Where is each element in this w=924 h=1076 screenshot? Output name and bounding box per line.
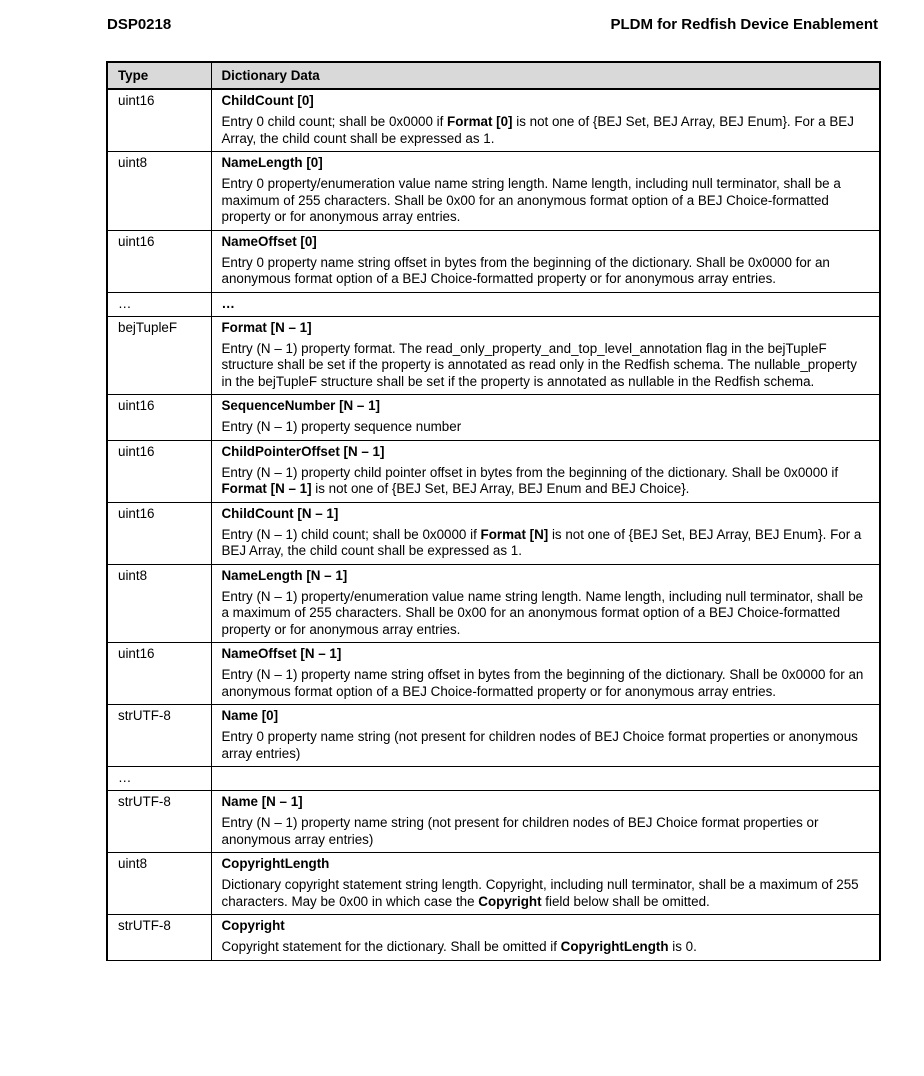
field-name: Format [N – 1] — [221, 319, 312, 335]
description-text: Entry 0 child count; shall be 0x0000 if — [221, 114, 448, 129]
description-text: Entry (N – 1) property child pointer offset in bytes from the beginning of the dictionary. Shall be 0x0000 if — [221, 464, 839, 480]
dictionary-data-cell — [211, 230, 880, 292]
type-cell: bejTupleF — [107, 316, 211, 395]
description-text: Entry (N – 1) property format. The read_only_property_and_top_level_annotation flag in the bejTupleF structure shall be set if the property is annotated as read only in the Redfish schema. The nullable_property in the bejTupleF structure shall be set if the property is annotated as nullable in the Redfish schema. — [221, 340, 857, 389]
field-name: ChildCount [0] — [221, 93, 314, 108]
dictionary-data-cell — [211, 915, 880, 961]
dictionary-data-cell — [211, 395, 880, 441]
type-cell: uint8 — [107, 564, 211, 643]
field-description — [222, 341, 871, 391]
field-description — [222, 667, 871, 700]
field-description — [222, 877, 871, 910]
type-cell: strUTF-8 — [107, 705, 211, 767]
document-title: PLDM for Redfish Device Enablement — [610, 16, 878, 33]
table-row — [107, 89, 880, 152]
type-cell: strUTF-8 — [107, 791, 211, 853]
field-description — [222, 589, 871, 639]
type-cell: … — [107, 767, 211, 791]
type-cell: strUTF-8 — [107, 915, 211, 961]
field-reference: CopyrightLength — [560, 939, 669, 954]
description-text: is 0. — [668, 939, 697, 954]
table-row — [107, 230, 880, 292]
table-row — [107, 915, 880, 961]
type-cell: uint16 — [107, 502, 211, 564]
table-row — [107, 152, 880, 231]
table-row — [107, 791, 880, 853]
description-text: Entry (N – 1) property name string offset in bytes from the beginning of the dictionary. Shall be 0x0000 for an anonymous format option of a BEJ Choice-formatted property or for anonymous array entries. — [221, 667, 864, 699]
column-header-type: Type — [107, 62, 211, 89]
dictionary-data-cell — [211, 316, 880, 395]
type-cell: uint16 — [107, 89, 211, 152]
field-reference: Copyright — [478, 893, 542, 909]
description-text: is not one of {BEJ Set, BEJ Array, BEJ Enum}. For a BEJ Array, the child count shall be expressed as 1. — [221, 114, 854, 146]
field-description — [222, 527, 871, 560]
field-reference: Format [N – 1] — [221, 481, 312, 496]
field-name: NameOffset [0] — [221, 233, 317, 249]
field-reference: Format [0] — [447, 114, 513, 129]
field-name: Name [N – 1] — [221, 794, 303, 809]
description-text: Copyright statement for the dictionary. Shall be omitted if — [221, 939, 561, 954]
field-name: Name [0] — [221, 708, 279, 723]
table-row — [107, 643, 880, 705]
table-row — [107, 502, 880, 564]
type-cell: uint16 — [107, 230, 211, 292]
table-header-row — [107, 62, 880, 89]
table-body — [107, 89, 880, 960]
document-id: DSP0218 — [107, 16, 172, 33]
dictionary-data-cell — [211, 502, 880, 564]
description-text: Dictionary copyright statement string length. Copyright, including null terminator, shall be a maximum of 255 characters. May be 0x00 in which case the — [221, 877, 859, 909]
type-cell: uint16 — [107, 643, 211, 705]
type-cell: uint8 — [107, 152, 211, 231]
field-description — [222, 465, 871, 498]
field-name: Copyright — [221, 918, 285, 933]
field-name: NameOffset [N – 1] — [221, 646, 342, 661]
table-row-ellipsis — [107, 767, 880, 791]
dictionary-format-table — [106, 61, 881, 961]
description-text: Entry 0 property name string (not present for children nodes of BEJ Choice format properties or anonymous array entries) — [221, 729, 858, 761]
description-text: Entry 0 property name string offset in bytes from the beginning of the dictionary. Shall be 0x0000 for an anonymous format option of a BEJ Choice-formatted property or for anonymous array entries. — [221, 254, 830, 286]
dictionary-data-cell — [211, 643, 880, 705]
description-text: is not one of {BEJ Set, BEJ Array, BEJ Enum and BEJ Choice}. — [311, 481, 690, 496]
dictionary-data-cell — [211, 705, 880, 767]
type-cell: uint16 — [107, 440, 211, 502]
field-name: ChildPointerOffset [N – 1] — [221, 443, 385, 459]
field-name: CopyrightLength — [221, 856, 330, 871]
field-name: ChildCount [N – 1] — [221, 505, 339, 521]
field-description — [222, 815, 871, 848]
table-row — [107, 440, 880, 502]
dictionary-data-cell — [211, 767, 880, 791]
field-description — [222, 419, 871, 436]
type-cell: … — [107, 292, 211, 316]
ellipsis-text: … — [221, 295, 235, 311]
dictionary-data-cell — [211, 853, 880, 915]
dictionary-data-cell — [211, 152, 880, 231]
field-name: SequenceNumber [N – 1] — [221, 398, 380, 413]
field-description — [222, 729, 871, 762]
field-description — [222, 114, 871, 147]
description-text: Entry (N – 1) property name string (not present for children nodes of BEJ Choice format properties or anonymous array entries) — [221, 815, 819, 847]
description-text: Entry (N – 1) child count; shall be 0x0000 if — [221, 526, 481, 542]
description-text: Entry 0 property/enumeration value name string length. Name length, including null terminator, shall be a maximum of 255 characters. Shall be 0x00 for an anonymous format option of a BEJ Choice-formatted property or for anonymous array entries. — [221, 176, 841, 224]
field-name: NameLength [N – 1] — [221, 567, 348, 583]
field-reference: Format [N] — [480, 526, 549, 542]
field-name: NameLength [0] — [221, 155, 323, 170]
field-description — [222, 176, 871, 226]
table-row — [107, 395, 880, 441]
field-description — [222, 939, 871, 956]
description-text: field below shall be omitted. — [541, 893, 710, 909]
table-row — [107, 853, 880, 915]
dictionary-data-cell — [211, 292, 880, 316]
type-cell: uint8 — [107, 853, 211, 915]
dictionary-data-cell — [211, 440, 880, 502]
table-row-ellipsis — [107, 292, 880, 316]
dictionary-data-cell — [211, 564, 880, 643]
description-text: is not one of {BEJ Set, BEJ Array, BEJ Enum}. For a BEJ Array, the child count shall be expressed as 1. — [221, 526, 862, 558]
table-row — [107, 705, 880, 767]
dictionary-data-cell — [211, 791, 880, 853]
field-description — [222, 255, 871, 288]
description-text: Entry (N – 1) property sequence number — [221, 419, 462, 434]
column-header-dictionary-data: Dictionary Data — [211, 62, 880, 89]
dictionary-data-cell — [211, 89, 880, 152]
table-row — [107, 316, 880, 395]
table-row — [107, 564, 880, 643]
description-text: Entry (N – 1) property/enumeration value name string length. Name length, including null terminator, shall be a maximum of 255 characters. Shall be 0x00 for an anonymous format option of a BEJ Choice-formatted property or for anonymous array entries. — [221, 588, 864, 637]
type-cell: uint16 — [107, 395, 211, 441]
